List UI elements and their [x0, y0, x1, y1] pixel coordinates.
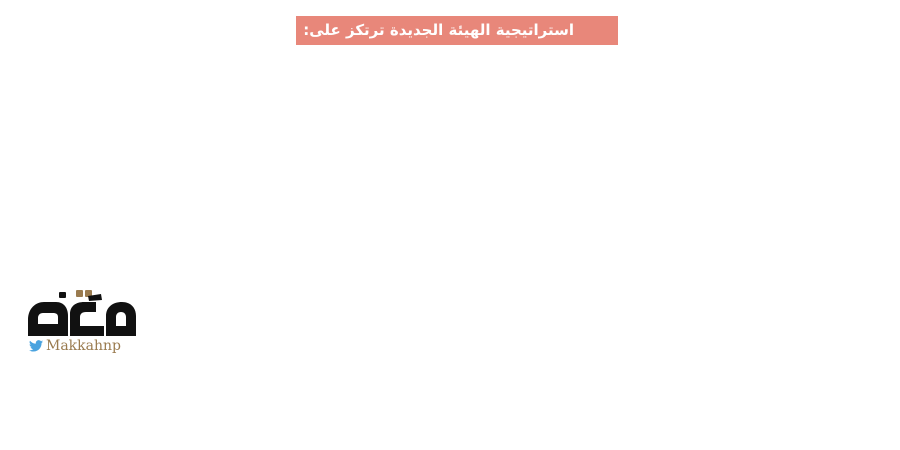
- twitter-bird-icon: [29, 340, 43, 352]
- header-banner: [296, 16, 618, 45]
- social-handle: [29, 338, 121, 354]
- handle-text: Makkahnp: [46, 338, 121, 354]
- header-title: استراتيجية الهيئة الجديدة ترتكز على:: [303, 21, 574, 39]
